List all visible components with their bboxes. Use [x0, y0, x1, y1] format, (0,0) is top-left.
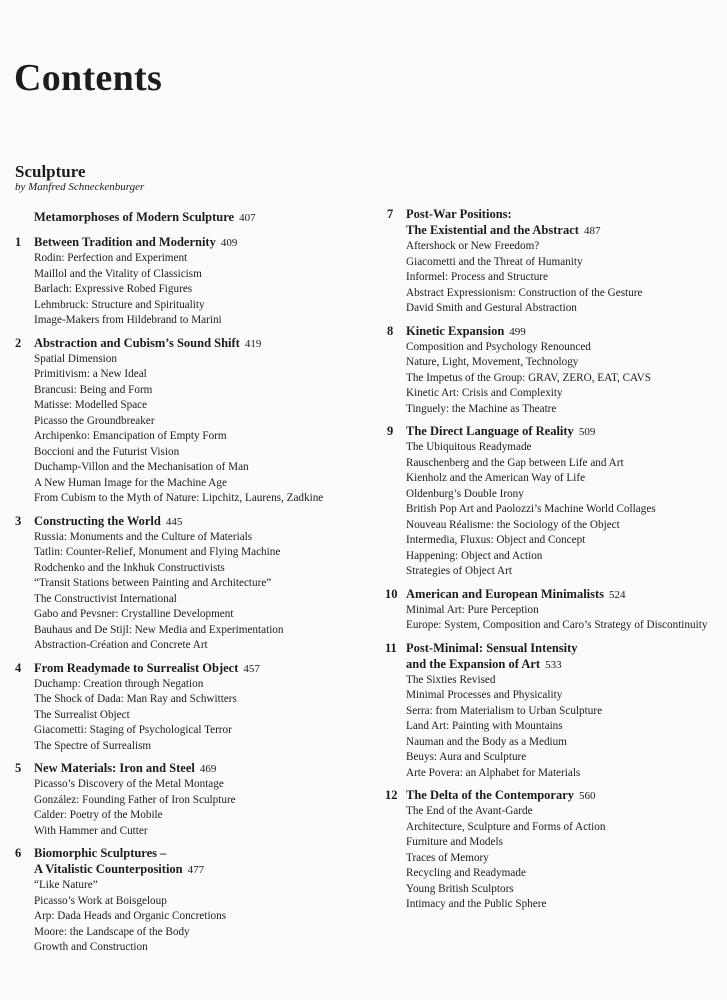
chapter-title-line	[406, 423, 717, 440]
toc-item[interactable]: Abstract Expressionism: Construction of the Gesture	[406, 286, 643, 299]
toc-item[interactable]: Tinguely: the Machine as Theatre	[406, 402, 557, 415]
chapter-title-line	[406, 323, 717, 340]
chapter-entry	[15, 335, 370, 507]
toc-item[interactable]: Giacometti and the Threat of Humanity	[406, 255, 583, 268]
toc-item[interactable]: Tatlin: Counter-Relief, Monument and Flying Machine	[34, 546, 281, 558]
toc-item[interactable]: Picasso the Groundbreaker	[34, 414, 155, 427]
toc-item[interactable]: Furniture and Models	[406, 836, 503, 848]
toc-item[interactable]: Architecture, Sculpture and Forms of Action	[406, 820, 606, 833]
page-title: Contents	[14, 57, 163, 100]
chapter-number: 6	[15, 846, 22, 860]
chapter-page-number: 409	[220, 237, 238, 249]
chapter-entry	[15, 660, 370, 755]
chapter-title-line	[406, 206, 717, 222]
toc-item[interactable]: Arp: Dada Heads and Organic Concretions	[34, 910, 227, 922]
chapter-number: 9	[387, 424, 394, 438]
chapter-title[interactable]	[34, 660, 370, 677]
chapter-number: 2	[15, 335, 22, 350]
chapter-title[interactable]	[406, 423, 717, 440]
chapter-item-list	[34, 352, 370, 507]
chapter-title[interactable]	[406, 640, 717, 673]
toc-item[interactable]: Traces of Memory	[406, 851, 489, 864]
toc-item[interactable]: Rodchenko and the Inkhuk Constructivists	[34, 561, 225, 574]
chapter-title[interactable]	[406, 787, 717, 804]
toc-column-right	[387, 206, 717, 919]
toc-column-left	[15, 209, 370, 962]
chapter-title[interactable]	[406, 586, 717, 603]
toc-item[interactable]: Moore: the Landscape of the Body	[34, 925, 190, 938]
chapter-title-line	[34, 845, 370, 861]
chapter-page-number: 457	[243, 662, 260, 675]
toc-item[interactable]: Maillol and the Vitality of Classicism	[34, 267, 202, 280]
chapter-number: 4	[15, 660, 22, 675]
toc-item[interactable]: Picasso’s Work at Boisgeloup	[34, 894, 167, 907]
chapter-item-list	[406, 440, 717, 580]
toc-item[interactable]: Aftershock or New Freedom?	[406, 240, 540, 252]
section-title: Sculpture	[15, 162, 86, 181]
section-author: by Manfred Schneckenburger	[15, 181, 145, 193]
chapter-number: 10	[385, 586, 398, 601]
toc-item[interactable]: Young British Sculptors	[406, 882, 514, 895]
chapter-title-text: The Existential and the Abstract	[406, 223, 579, 237]
chapter-title-line	[34, 861, 370, 878]
toc-item[interactable]: British Pop Art and Paolozzi’s Machine World Collages	[406, 503, 656, 515]
intro-entry[interactable]	[15, 209, 370, 226]
chapter-item-list	[34, 251, 370, 329]
chapter-title-text: Kinetic Expansion	[406, 323, 505, 338]
chapter-number: 1	[15, 235, 22, 249]
toc-item[interactable]: Rodin: Perfection and Experiment	[34, 252, 188, 264]
toc-item[interactable]: The Constructivist International	[34, 592, 177, 605]
chapter-number: 8	[387, 323, 394, 338]
chapter-title-line	[34, 513, 370, 530]
chapter-page-number: 524	[609, 588, 626, 601]
toc-item[interactable]: Image-Makers from Hildebrand to Marini	[34, 314, 222, 326]
chapter-title-line	[406, 640, 717, 656]
chapter-title-text: New Materials: Iron and Steel	[34, 761, 195, 775]
toc-item[interactable]: The End of the Avant-Garde	[406, 805, 533, 817]
toc-item[interactable]: Duchamp: Creation through Negation	[34, 677, 204, 690]
chapter-entry	[387, 323, 717, 418]
chapter-number: 12	[385, 788, 398, 802]
chapter-item-list	[406, 673, 717, 782]
toc-item[interactable]: The Sixties Revised	[406, 673, 496, 686]
chapter-title-text: The Delta of the Contemporary	[406, 788, 575, 802]
toc-item[interactable]: The Shock of Dada: Man Ray and Schwitters	[34, 693, 237, 705]
chapter-entry	[15, 513, 370, 654]
chapter-title-text: American and European Minimalists	[406, 586, 605, 601]
chapter-title-text: Biomorphic Sculptures –	[34, 846, 167, 860]
chapter-page-number: 419	[244, 337, 262, 350]
chapter-entry	[15, 760, 370, 839]
toc-item[interactable]: Strategies of Object Art	[406, 565, 512, 577]
toc-item[interactable]: The Spectre of Surrealism	[34, 739, 152, 752]
chapter-title-text: Constructing the World	[34, 513, 161, 528]
toc-item[interactable]: Nauman and the Body as a Medium	[406, 735, 567, 748]
toc-item[interactable]: Nature, Light, Movement, Technology	[406, 356, 579, 368]
toc-item[interactable]: Kinetic Art: Crisis and Complexity	[406, 387, 563, 399]
chapter-entry	[387, 787, 717, 913]
chapter-item-list	[34, 878, 370, 956]
chapter-title-text: Abstraction and Cubism’s Sound Shift	[34, 335, 240, 350]
toc-item[interactable]: From Cubism to the Myth of Nature: Lipchitz, Laurens, Zadkine	[34, 492, 324, 504]
toc-item[interactable]: Brancusi: Being and Form	[34, 383, 153, 396]
chapter-title[interactable]	[406, 206, 717, 239]
chapter-page-number: 533	[545, 658, 562, 671]
chapter-item-list	[34, 677, 370, 755]
toc-item[interactable]: Lehmbruck: Structure and Spirituality	[34, 298, 205, 311]
chapter-item-list	[34, 777, 370, 839]
chapter-title[interactable]	[34, 513, 370, 530]
toc-item[interactable]: Matisse: Modelled Space	[34, 399, 148, 411]
toc-item[interactable]: Boccioni and the Futurist Vision	[34, 445, 180, 458]
chapter-title-text: The Direct Language of Reality	[406, 424, 574, 438]
chapter-title-text: A Vitalistic Counterposition	[34, 862, 183, 876]
toc-item[interactable]: Barlach: Expressive Robed Figures	[34, 283, 193, 295]
chapter-entry	[387, 586, 717, 634]
chapter-entry	[387, 206, 717, 317]
chapter-number: 5	[15, 761, 22, 775]
chapter-number: 7	[387, 207, 394, 221]
chapter-title-line	[34, 234, 370, 251]
toc-item[interactable]: Bauhaus and De Stijl: New Media and Experimentation	[34, 623, 284, 636]
intro-title: Metamorphoses of Modern Sculpture	[34, 210, 235, 224]
chapter-title[interactable]	[406, 323, 717, 340]
chapter-page-number: 487	[583, 225, 601, 237]
chapter-page-number: 469	[199, 763, 217, 775]
toc-item[interactable]: Intimacy and the Public Sphere	[406, 898, 547, 910]
chapter-title-line	[34, 760, 370, 777]
chapter-item-list	[406, 603, 717, 634]
chapter-entry	[15, 845, 370, 956]
chapter-title[interactable]	[34, 335, 370, 352]
chapter-title-line	[406, 656, 717, 673]
toc-item[interactable]: David Smith and Gestural Abstraction	[406, 302, 577, 314]
toc-item[interactable]: With Hammer and Cutter	[34, 824, 148, 837]
toc-item[interactable]: Minimal Processes and Physicality	[406, 689, 563, 701]
chapter-item-list	[34, 530, 370, 654]
chapter-item-list	[406, 239, 717, 317]
toc-item[interactable]: Calder: Poetry of the Mobile	[34, 809, 163, 821]
toc-item[interactable]: Spatial Dimension	[34, 352, 117, 365]
toc-item[interactable]: Oldenburg’s Double Irony	[406, 487, 524, 500]
toc-item[interactable]: Happening: Object and Action	[406, 549, 543, 562]
toc-item[interactable]: Intermedia, Fluxus: Object and Concept	[406, 534, 586, 546]
chapter-page-number: 499	[509, 325, 526, 338]
chapter-title-text: Post-War Positions:	[406, 207, 512, 221]
toc-item[interactable]: Growth and Construction	[34, 941, 148, 953]
toc-item[interactable]: González: Founding Father of Iron Sculpture	[34, 793, 236, 806]
chapter-title-line	[406, 586, 717, 603]
toc-item[interactable]: Russia: Monuments and the Culture of Materials	[34, 530, 253, 543]
chapter-title-text: and the Expansion of Art	[406, 656, 541, 671]
chapter-title-text: Between Tradition and Modernity	[34, 235, 216, 249]
chapter-title[interactable]	[34, 845, 370, 878]
toc-item[interactable]: Arte Povera: an Alphabet for Materials	[406, 766, 581, 779]
chapter-title[interactable]	[34, 234, 370, 251]
chapter-title[interactable]	[34, 760, 370, 777]
toc-item[interactable]: Informel: Process and Structure	[406, 271, 548, 283]
chapter-title-text: From Readymade to Surrealist Object	[34, 660, 239, 675]
toc-item[interactable]: A New Human Image for the Machine Age	[34, 476, 227, 489]
chapter-title-line	[34, 335, 370, 352]
chapter-title-line	[34, 660, 370, 677]
toc-item[interactable]: Rauschenberg and the Gap between Life and Art	[406, 456, 624, 469]
toc-item[interactable]: Picasso’s Discovery of the Metal Montage	[34, 778, 224, 790]
toc-item[interactable]: Abstraction-Création and Concrete Art	[34, 639, 208, 651]
toc-item[interactable]: “Transit Stations between Painting and Architecture”	[34, 577, 272, 589]
chapter-entry	[387, 423, 717, 580]
toc-item[interactable]: Serra: from Materialism to Urban Sculpture	[406, 704, 603, 717]
chapter-page-number: 509	[578, 426, 596, 438]
toc-item[interactable]: Giacometti: Staging of Psychological Terror	[34, 724, 232, 736]
chapter-title-text: Post-Minimal: Sensual Intensity	[406, 640, 578, 655]
toc-item[interactable]: The Ubiquitous Readymade	[406, 441, 532, 453]
toc-item[interactable]: Duchamp-Villon and the Mechanisation of Man	[34, 461, 249, 473]
chapter-number: 11	[385, 640, 397, 655]
toc-item[interactable]: Europe: System, Composition and Caro’s Strategy of Discontinuity	[406, 619, 708, 631]
chapter-item-list	[406, 804, 717, 913]
toc-item[interactable]: Composition and Psychology Renounced	[406, 340, 591, 353]
toc-item[interactable]: Gabo and Pevsner: Crystalline Development	[34, 608, 234, 620]
toc-item[interactable]: Kienholz and the American Way of Life	[406, 472, 586, 484]
chapter-entry	[387, 640, 717, 782]
chapter-page-number: 445	[165, 515, 183, 528]
toc-item[interactable]: Beuys: Aura and Sculpture	[406, 751, 527, 763]
toc-item[interactable]: Land Art: Painting with Mountains	[406, 720, 563, 732]
chapter-title-line	[406, 787, 717, 804]
chapter-page-number: 477	[187, 864, 205, 876]
chapter-item-list	[406, 340, 717, 418]
toc-item[interactable]: The Impetus of the Group: GRAV, ZERO, EAT, CAVS	[406, 371, 651, 384]
toc-item[interactable]: Nouveau Réalisme: the Sociology of the Object	[406, 518, 620, 531]
toc-item[interactable]: “Like Nature”	[34, 879, 98, 891]
toc-item[interactable]: Minimal Art: Pure Perception	[406, 603, 539, 616]
chapter-page-number: 560	[579, 790, 596, 802]
intro-page-number: 407	[239, 212, 256, 224]
toc-item[interactable]: Primitivism: a New Ideal	[34, 368, 147, 380]
chapter-entry	[15, 234, 370, 329]
chapter-number: 3	[15, 513, 22, 528]
chapter-title-line	[406, 222, 717, 239]
toc-item[interactable]: Archipenko: Emancipation of Empty Form	[34, 430, 227, 442]
toc-item[interactable]: Recycling and Readymade	[406, 867, 526, 879]
toc-item[interactable]: The Surrealist Object	[34, 708, 130, 721]
